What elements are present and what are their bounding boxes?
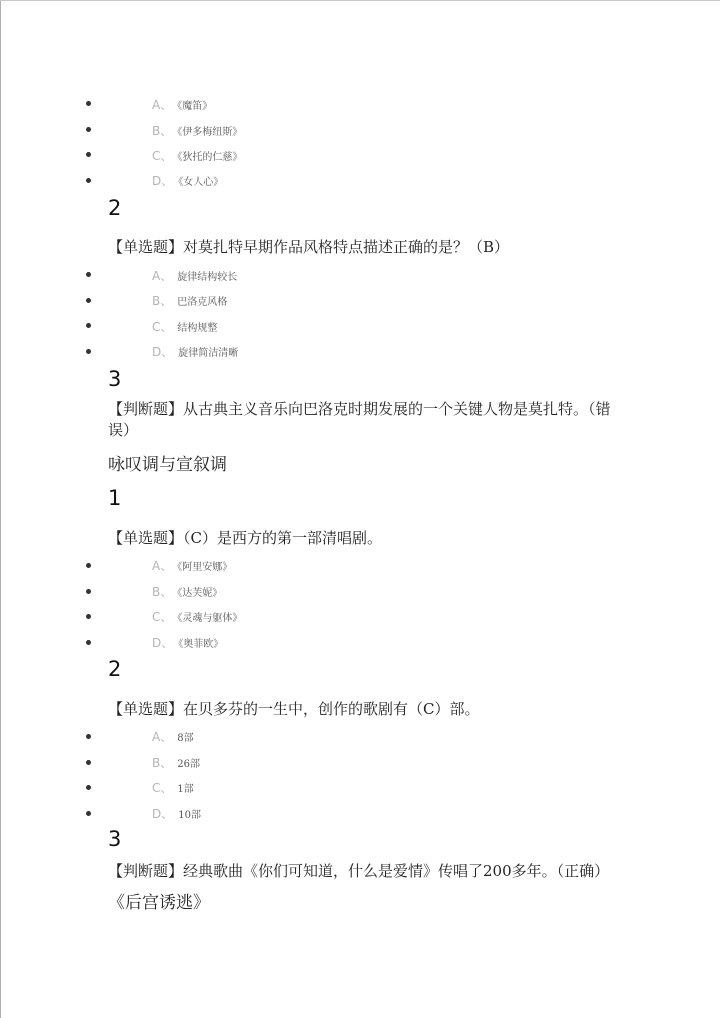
section-title: 咏叹调与宣叙调 [108, 455, 227, 475]
question-text: 【单选题】对莫扎特早期作品风格特点描述正确的是？（B） [108, 238, 510, 256]
option-item [152, 172, 223, 189]
option-item [152, 147, 242, 164]
option-text: 《阿里安娜》 [177, 562, 233, 573]
option-letter: A、 [152, 98, 173, 112]
option-text: 《灵魂与躯体》 [177, 613, 243, 624]
option-item [152, 267, 237, 284]
option-text: 《达芙妮》 [177, 588, 223, 599]
option-letter: C、 [152, 320, 173, 334]
list-bullet [86, 298, 91, 303]
option-item [152, 805, 201, 822]
question-text: 【判断题】从古典主义音乐向巴洛克时期发展的一个关键人物是莫扎特。（错 [108, 400, 611, 418]
question-number: 1 [108, 486, 122, 510]
option-text: 8部 [177, 733, 194, 744]
list-bullet [86, 323, 91, 328]
list-bullet [86, 589, 91, 594]
option-letter: D、 [152, 636, 174, 650]
option-item [152, 96, 212, 113]
list-bullet [86, 811, 91, 816]
option-text: 《狄托的仁慈》 [177, 152, 243, 163]
list-bullet [86, 734, 91, 739]
option-item [152, 122, 242, 139]
option-letter: B、 [152, 294, 173, 308]
list-bullet [86, 640, 91, 645]
option-text: 《女人心》 [178, 177, 224, 188]
option-letter: B、 [152, 585, 173, 599]
option-item [152, 728, 194, 745]
option-text: 旋律结构较长 [177, 272, 238, 283]
list-bullet [86, 127, 91, 132]
page-edge [0, 0, 720, 1]
option-item [152, 583, 222, 600]
list-bullet [86, 178, 91, 183]
option-letter: D、 [152, 174, 174, 188]
option-letter: A、 [152, 730, 173, 744]
option-item [152, 754, 200, 771]
option-text: 旋律简洁清晰 [178, 348, 239, 359]
question-number: 2 [108, 196, 122, 220]
option-letter: D、 [152, 807, 174, 821]
list-bullet [86, 272, 91, 277]
list-bullet [86, 101, 91, 106]
option-item [152, 343, 238, 360]
option-text: 结构规整 [177, 323, 218, 334]
question-text: 【单选题】在贝多芬的一生中，创作的歌剧有（C）部。 [108, 700, 480, 718]
option-letter: C、 [152, 781, 173, 795]
option-text: 1部 [177, 784, 194, 795]
list-bullet [86, 760, 91, 765]
option-letter: A、 [152, 269, 173, 283]
page-edge [0, 0, 1, 1018]
option-item [152, 634, 223, 651]
question-number: 3 [108, 827, 122, 851]
option-text: 《伊多梅纽斯》 [177, 127, 243, 138]
question-text: 【判断题】经典歌曲《你们可知道，什么是爱情》传唱了200多年。（正确） [108, 862, 610, 880]
option-letter: B、 [152, 756, 173, 770]
list-bullet [86, 785, 91, 790]
list-bullet [86, 349, 91, 354]
option-item [152, 318, 217, 335]
option-item [152, 292, 227, 309]
option-letter: D、 [152, 345, 174, 359]
option-text: 26部 [177, 759, 200, 770]
option-text: 《魔笛》 [177, 101, 213, 112]
list-bullet [86, 563, 91, 568]
question-number: 2 [108, 657, 122, 681]
section-title: 《后宫诱逃》 [108, 893, 210, 913]
option-letter: B、 [152, 124, 173, 138]
question-number: 3 [108, 367, 122, 391]
option-item [152, 557, 232, 574]
option-letter: A、 [152, 559, 173, 573]
option-text: 10部 [178, 810, 201, 821]
question-text: 误） [108, 421, 139, 439]
option-text: 《奥菲欧》 [178, 639, 224, 650]
option-letter: C、 [152, 610, 173, 624]
option-text: 巴洛克风格 [177, 297, 228, 308]
list-bullet [86, 152, 91, 157]
option-letter: C、 [152, 149, 173, 163]
option-item [152, 779, 194, 796]
list-bullet [86, 614, 91, 619]
option-item [152, 608, 242, 625]
question-text: 【单选题】（C）是西方的第一部清唱剧。 [108, 529, 382, 547]
